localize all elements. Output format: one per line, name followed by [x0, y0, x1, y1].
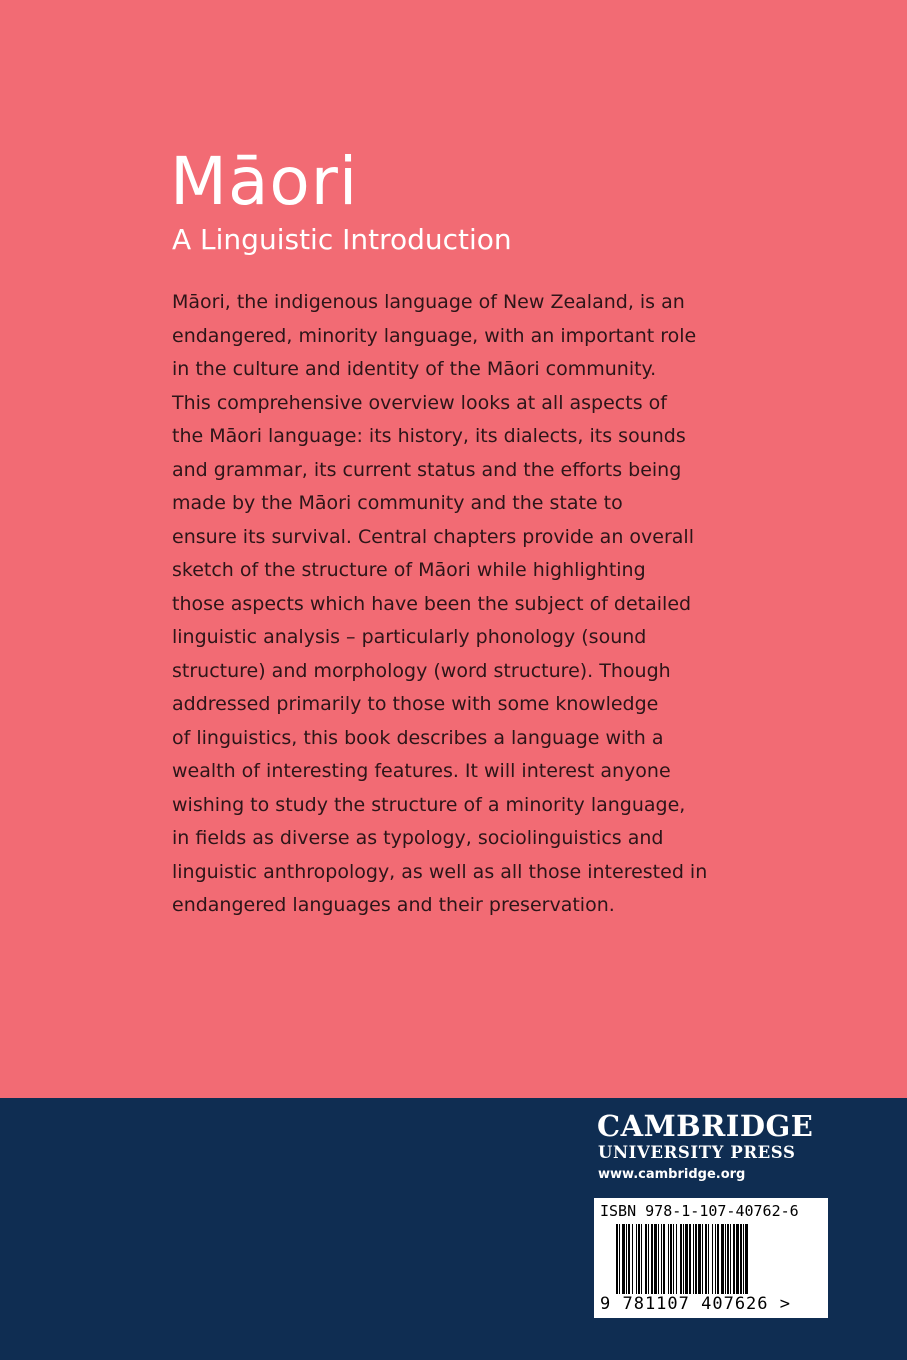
- book-blurb: [172, 286, 742, 923]
- blurb-line: structure) and morphology (word structure). Though: [172, 659, 671, 682]
- blurb-line: linguistic analysis – particularly phonology (sound: [172, 626, 647, 648]
- blurb-line: those aspects which have been the subject of detailed: [172, 592, 692, 615]
- isbn-barcode: [594, 1198, 828, 1318]
- blurb-line: linguistic anthropology, as well as all those interested in: [172, 860, 708, 883]
- isbn-label: ISBN 978-1-107-40762-6: [600, 1202, 799, 1220]
- blurb-line: sketch of the structure of Māori while highlighting: [172, 559, 646, 581]
- blurb-line: Māori, the indigenous language of New Zealand, is an: [172, 291, 685, 313]
- blurb-line: wealth of interesting features. It will interest anyone: [172, 760, 671, 782]
- blurb-line: and grammar, its current status and the efforts being: [172, 458, 682, 481]
- barcode-bars-icon: [616, 1224, 808, 1294]
- blurb-line: endangered, minority language, with an important role: [172, 324, 697, 347]
- blurb-line: This comprehensive overview looks at all aspects of: [172, 391, 667, 414]
- book-title: Māori: [170, 143, 359, 220]
- blurb-line: of linguistics, this book describes a language with a: [172, 726, 664, 749]
- publisher-url: www.cambridge.org: [598, 1167, 746, 1182]
- publisher-name: CAMBRIDGE: [597, 1109, 814, 1143]
- blurb-line: in the culture and identity of the Māori community.: [172, 358, 657, 380]
- blurb-line: in fields as diverse as typology, sociolinguistics and: [172, 827, 664, 849]
- blurb-line: ensure its survival. Central chapters provide an overall: [172, 525, 694, 548]
- publisher-subname: UNIVERSITY PRESS: [598, 1143, 796, 1162]
- blurb-line: the Māori language: its history, its dialects, its sounds: [172, 425, 686, 447]
- book-subtitle: A Linguistic Introduction: [172, 223, 512, 256]
- blurb-line: wishing to study the structure of a minority language,: [172, 793, 686, 816]
- barcode-digits: 9 781107 407626 >: [600, 1294, 791, 1314]
- blurb-line: made by the Māori community and the state to: [172, 492, 623, 514]
- blurb-line: endangered languages and their preservation.: [172, 894, 615, 916]
- blurb-line: addressed primarily to those with some knowledge: [172, 693, 659, 715]
